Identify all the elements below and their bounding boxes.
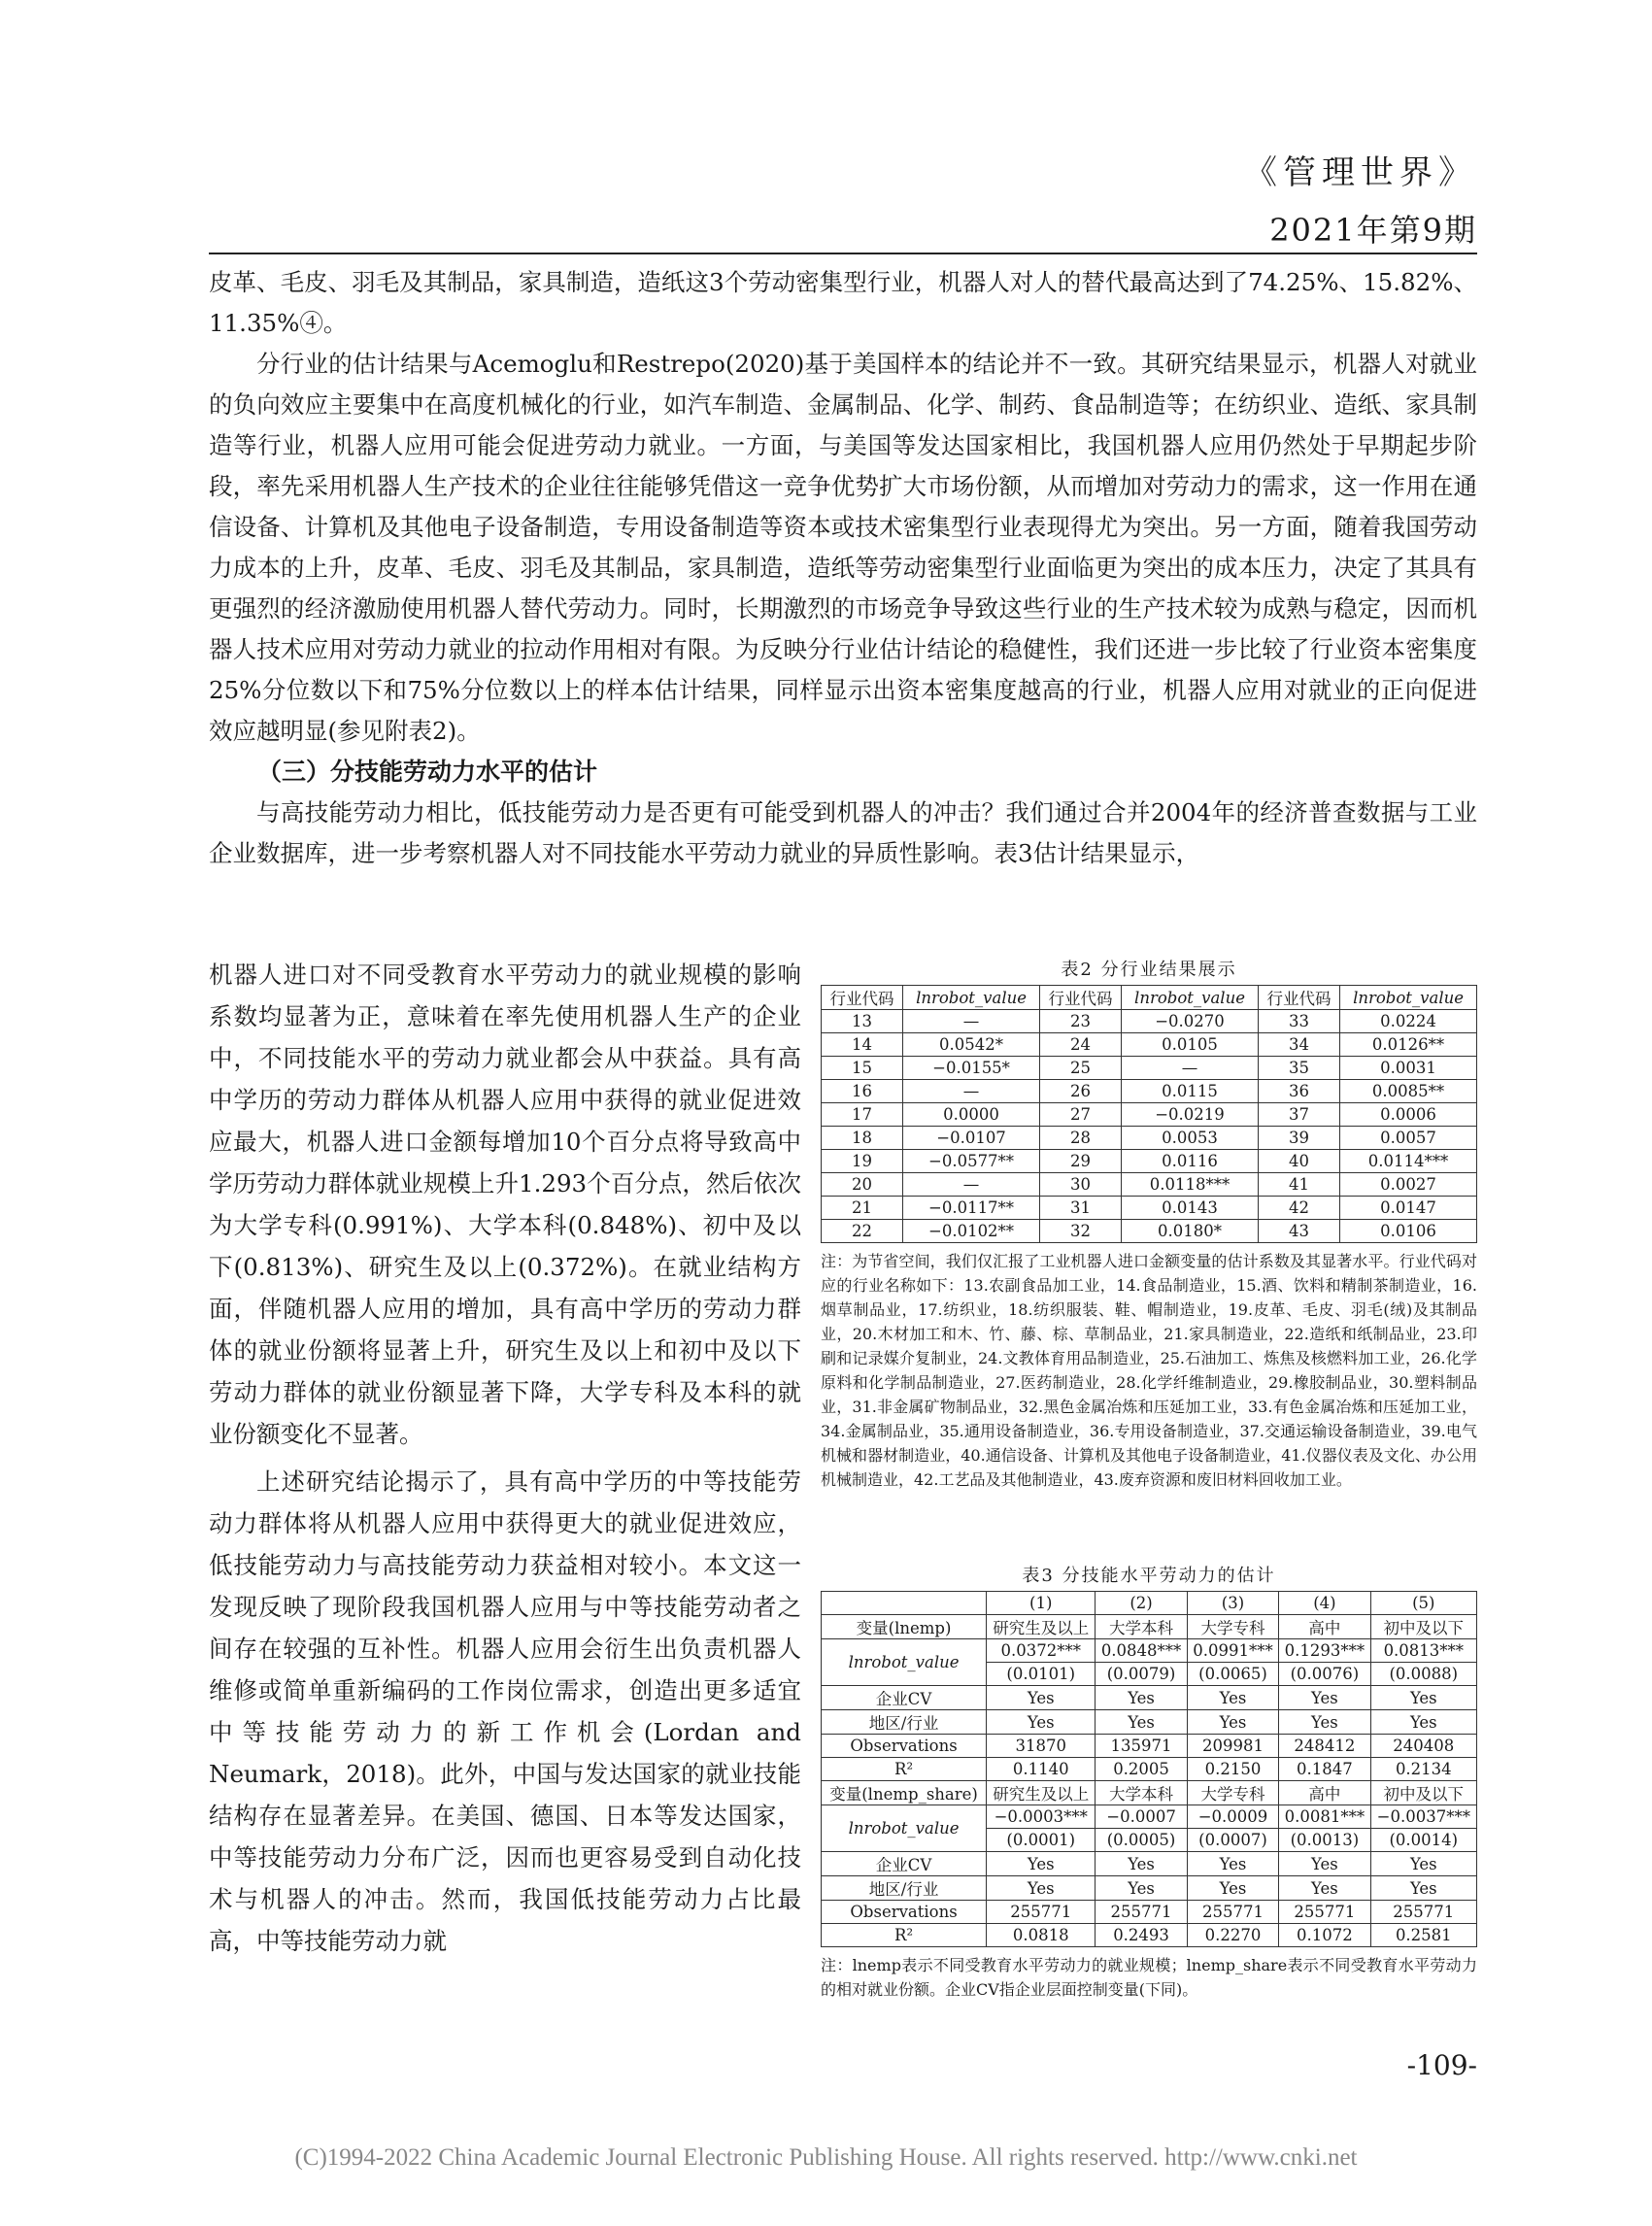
table-cell: 0.2581 [1370, 1924, 1476, 1947]
table-cell: 0.1293*** [1279, 1639, 1370, 1663]
table-cell: 0.2005 [1096, 1758, 1187, 1781]
table-cell: Yes [987, 1876, 1096, 1901]
control-row [822, 1852, 1477, 1876]
row-label: 企业CV [822, 1852, 987, 1876]
table-cell: 0.0143 [1122, 1197, 1259, 1220]
table-cell: 34 [1258, 1033, 1339, 1057]
table-cell: −0.0003*** [987, 1805, 1096, 1829]
paragraph-2: 分行业的估计结果与Acemoglu和Restrepo(2020)基于美国样本的结论并不一致。其研究结果显示，机器人对就业的负向效应主要集中在高度机械化的行业，如汽车制造、金属制品、化学、制药、食品制造等；在纺织业、造纸、家具制造等行业，机器人应用可能会促进劳动力就业。一方面，与美国等发达国家相比，我国机器人应用仍然处于早期起步阶段，率先采用机器人生产技术的企业往往能够凭借这一竞争优势扩大市场份额，从而增加对劳动力的需求，这一作用在通信设备、计算机及其他电子设备制造，专用设备制造等资本或技术密集型行业表现得尤为突出。另一方面，随着我国劳动力成本的上升，皮革、毛皮、羽毛及其制品，家具制造，造纸等劳动密集型行业面临更为突出的成本压力，决定了其具有更强烈的经济激励使用机器人替代劳动力。同时，长期激烈的市场竞争导致这些行业的生产技术较为成熟与稳定，因而机器人技术应用对劳动力就业的拉动作用相对有限。为反映分行业估计结论的稳健性，我们还进一步比较了行业资本密集度25%分位数以下和75%分位数以上的样本估计结果，同样显示出资本密集度越高的行业，机器人应用对就业的正向促进效应越明显(参见附表2)。 [209, 350, 1477, 745]
table-cell: 0.0180* [1122, 1220, 1259, 1243]
row-label: lnrobot_value [822, 1639, 987, 1686]
table-cell: 16 [822, 1080, 903, 1103]
table-2-block [821, 956, 1477, 1492]
table-row [822, 1127, 1477, 1150]
table-2-caption: 表2 分行业结果展示 [1061, 960, 1237, 980]
row-label [822, 1592, 987, 1615]
table-cell: 28 [1039, 1127, 1121, 1150]
row-label: R² [822, 1924, 987, 1947]
body-text-full-width [209, 262, 1477, 874]
table-cell: Yes [1370, 1710, 1476, 1735]
paragraph-4: 机器人进口对不同受教育水平劳动力的就业规模的影响系数均显著为正，意味着在率先使用机器人生产的企业中，不同技能水平的劳动力就业都会从中获益。具有高中学历的劳动力群体从机器人应用中获得的就业促进效应最大，机器人进口金额每增加10个百分点将导致高中学历劳动力群体就业规模上升1.293个百分点，然后依次为大学专科(0.991%)、大学本科(0.848%)、初中及以下(0.813%)、研究生及以上(0.372%)。在就业结构方面，伴随机器人应用的增加，具有高中学历的劳动力群体的就业份额将显著上升，研究生及以上和初中及以下劳动力群体的就业份额显著下降，大学专科及本科的就业份额变化不显著。 [209, 961, 801, 1448]
table-cell: — [903, 1080, 1040, 1103]
table-cell: 高中 [1279, 1781, 1370, 1805]
table-cell: 20 [822, 1173, 903, 1197]
r-squared-row [822, 1758, 1477, 1781]
coefficient-row [822, 1639, 1477, 1663]
table-cell: 0.0106 [1340, 1220, 1477, 1243]
table-cell: −0.0577** [903, 1150, 1040, 1173]
table-cell: 15 [822, 1057, 903, 1080]
table-2 [821, 985, 1477, 1243]
table-cell: −0.0270 [1122, 1010, 1259, 1033]
table-cell: (3) [1187, 1592, 1278, 1615]
row-label: 变量(lnemp_share) [822, 1781, 987, 1805]
table-cell: 135971 [1096, 1735, 1187, 1758]
table-cell: 初中及以下 [1370, 1615, 1476, 1639]
table-cell: 0.0813*** [1370, 1639, 1476, 1663]
table-row [822, 1103, 1477, 1127]
table-cell: Yes [1279, 1876, 1370, 1901]
paragraph-3: 与高技能劳动力相比，低技能劳动力是否更有可能受到机器人的冲击？我们通过合并2004年的经济普查数据与工业企业数据库，进一步考察机器人对不同技能水平劳动力就业的异质性影响。表3估计结果显示， [209, 798, 1477, 867]
table-cell: 23 [1039, 1010, 1121, 1033]
observations-row [822, 1901, 1477, 1924]
table-cell: 大学本科 [1096, 1781, 1187, 1805]
table-cell: 研究生及以上 [987, 1781, 1096, 1805]
table-cell: (5) [1370, 1592, 1476, 1615]
table-cell: (0.0088) [1370, 1663, 1476, 1686]
table-cell: Yes [1370, 1876, 1476, 1901]
table-cell: 13 [822, 1010, 903, 1033]
table-cell: 37 [1258, 1103, 1339, 1127]
table-2-header-row [822, 986, 1477, 1010]
table-cell: 209981 [1187, 1735, 1278, 1758]
table-cell: 0.0027 [1340, 1173, 1477, 1197]
table-3-note: 注：lnemp表示不同受教育水平劳动力的就业规模；lnemp_share表示不同受教育水平劳动力的相对就业份额。企业CV指企业层面控制变量(下同)。 [821, 1956, 1477, 1999]
table-cell: Yes [1096, 1852, 1187, 1876]
page-number: -109- [1406, 2049, 1477, 2081]
header-rule [209, 253, 1477, 254]
table-cell: 21 [822, 1197, 903, 1220]
table-cell: Yes [987, 1686, 1096, 1710]
column-number-row [822, 1592, 1477, 1615]
table-cell: 0.1072 [1279, 1924, 1370, 1947]
table-cell: 42 [1258, 1197, 1339, 1220]
table-cell: (2) [1096, 1592, 1187, 1615]
table-cell: Yes [1187, 1710, 1278, 1735]
table-row [822, 1220, 1477, 1243]
table-cell: 33 [1258, 1010, 1339, 1033]
table-cell: 0.0118*** [1122, 1173, 1259, 1197]
table-cell: −0.0219 [1122, 1103, 1259, 1127]
table-3-body [822, 1592, 1477, 1947]
table-row [822, 1010, 1477, 1033]
table-row [822, 1197, 1477, 1220]
table-cell: 0.0057 [1340, 1127, 1477, 1150]
col-header: 行业代码 [1258, 986, 1339, 1010]
table-3 [821, 1591, 1477, 1947]
table-cell: (0.0101) [987, 1663, 1096, 1686]
table-cell: 研究生及以上 [987, 1615, 1096, 1639]
table-cell: −0.0102** [903, 1220, 1040, 1243]
table-cell: Yes [1096, 1876, 1187, 1901]
row-label: 地区/行业 [822, 1710, 987, 1735]
table-cell: Yes [1096, 1686, 1187, 1710]
col-header: 行业代码 [822, 986, 903, 1010]
issue-label: 2021年第9期 [1269, 212, 1477, 249]
table-row [822, 1173, 1477, 1197]
table-cell: Yes [987, 1852, 1096, 1876]
table-cell: Yes [1279, 1710, 1370, 1735]
table-cell: (0.0076) [1279, 1663, 1370, 1686]
coefficient-row [822, 1805, 1477, 1829]
table-cell: 0.2493 [1096, 1924, 1187, 1947]
dependent-variable-row [822, 1615, 1477, 1639]
table-cell: 248412 [1279, 1735, 1370, 1758]
table-cell: (0.0079) [1096, 1663, 1187, 1686]
table-cell: 40 [1258, 1150, 1339, 1173]
table-cell: 26 [1039, 1080, 1121, 1103]
table-cell: 0.0053 [1122, 1127, 1259, 1150]
paragraph-1: 皮革、毛皮、羽毛及其制品，家具制造，造纸这3个劳动密集型行业，机器人对人的替代最高达到了74.25%、15.82%、11.35%④。 [209, 268, 1477, 337]
table-cell: 240408 [1370, 1735, 1476, 1758]
table-cell: −0.0009 [1187, 1805, 1278, 1829]
table-2-body [822, 1010, 1477, 1243]
section-heading: （三）分技能劳动力水平的估计 [257, 758, 598, 786]
table-cell: 255771 [987, 1901, 1096, 1924]
row-label: Observations [822, 1735, 987, 1758]
row-label: 企业CV [822, 1686, 987, 1710]
table-cell: 35 [1258, 1057, 1339, 1080]
table-cell: 0.0818 [987, 1924, 1096, 1947]
table-cell: (0.0007) [1187, 1829, 1278, 1852]
dependent-variable-row [822, 1781, 1477, 1805]
table-3-block [821, 1562, 1477, 2002]
col-header: lnrobot_value [1122, 986, 1259, 1010]
row-label: Observations [822, 1901, 987, 1924]
table-cell: (1) [987, 1592, 1096, 1615]
table-cell: Yes [1187, 1876, 1278, 1901]
table-cell: — [903, 1010, 1040, 1033]
table-cell: −0.0155* [903, 1057, 1040, 1080]
table-cell: 18 [822, 1127, 903, 1150]
row-label: lnrobot_value [822, 1805, 987, 1852]
table-cell: 0.1847 [1279, 1758, 1370, 1781]
table-cell: 0.2270 [1187, 1924, 1278, 1947]
table-cell: 0.0116 [1122, 1150, 1259, 1173]
fixed-effect-row [822, 1710, 1477, 1735]
table-cell: 39 [1258, 1127, 1339, 1150]
journal-title: 《管理世界》 [1244, 153, 1477, 192]
table-cell: (0.0013) [1279, 1829, 1370, 1852]
table-row [822, 1033, 1477, 1057]
table-cell: 0.0085** [1340, 1080, 1477, 1103]
table-cell: 0.0848*** [1096, 1639, 1187, 1663]
col-header: lnrobot_value [1340, 986, 1477, 1010]
table-cell: Yes [1370, 1686, 1476, 1710]
table-cell: 19 [822, 1150, 903, 1173]
table-cell: 0.0031 [1340, 1057, 1477, 1080]
table-cell: 大学专科 [1187, 1615, 1278, 1639]
table-cell: −0.0037*** [1370, 1805, 1476, 1829]
table-cell: 14 [822, 1033, 903, 1057]
table-cell: 0.0126** [1340, 1033, 1477, 1057]
row-label: R² [822, 1758, 987, 1781]
table-cell: Yes [1370, 1852, 1476, 1876]
paragraph-5: 上述研究结论揭示了，具有高中学历的中等技能劳动力群体将从机器人应用中获得更大的就业促进效应，低技能劳动力与高技能劳动力获益相对较小。本文这一发现反映了现阶段我国机器人应用与中等技能劳动者之间存在较强的互补性。机器人应用会衍生出负责机器人维修或简单重新编码的工作岗位需求，创造出更多适宜中等技能劳动力的新工作机会(Lordan and Neumark，2018)。此外，中国与发达国家的就业技能结构存在显著差异。在美国、德国、日本等发达国家，中等技能劳动力分布广泛，因而也更容易受到自动化技术与机器人的冲击。然而，我国低技能劳动力占比最高，中等技能劳动力就 [209, 1467, 801, 1955]
row-label: 地区/行业 [822, 1876, 987, 1901]
row-label: 变量(lnemp) [822, 1615, 987, 1639]
table-row [822, 1150, 1477, 1173]
table-cell: (0.0065) [1187, 1663, 1278, 1686]
table-cell: 43 [1258, 1220, 1339, 1243]
table-cell: 0.0147 [1340, 1197, 1477, 1220]
table-cell: 0.0006 [1340, 1103, 1477, 1127]
table-cell: 31 [1039, 1197, 1121, 1220]
table-cell: 17 [822, 1103, 903, 1127]
table-cell: 32 [1039, 1220, 1121, 1243]
table-cell: 0.1140 [987, 1758, 1096, 1781]
table-row [822, 1080, 1477, 1103]
table-cell: 0.0081*** [1279, 1805, 1370, 1829]
table-cell: 大学专科 [1187, 1781, 1278, 1805]
table-cell: 255771 [1279, 1901, 1370, 1924]
table-cell: Yes [1096, 1710, 1187, 1735]
table-2-note: 注：为节省空间，我们仅汇报了工业机器人进口金额变量的估计系数及其显著水平。行业代码对应的行业名称如下：13.农副食品加工业，14.食品制造业，15.酒、饮料和精制茶制造业，16.烟草制品业，17.纺织业，18.纺织服装、鞋、帽制造业，19.皮革、毛皮、羽毛(绒)及其制品业，20.木材加工和木、竹、藤、棕、草制品业，21.家具制造业，22.造纸和纸制品业，23.印刷和记录媒介复制业，24.文教体育用品制造业，25.石油加工、炼焦及核燃料加工业，26.化学原料和化学制品制造业，27.医药制造业，28.化学纤维制造业，29.橡胶制品业，30.塑料制品业，31.非金属矿物制品业，32.黑色金属冶炼和压延加工业，33.有色金属冶炼和压延加工业，34.金属制品业，35.通用设备制造业，36.专用设备制造业，37.交通运输设备制造业，39.电气机械和器材制造业，40.通信设备、计算机及其他电子设备制造业，41.仪器仪表及文化、办公用机械制造业，42.工艺品及其他制造业，43.废弃资源和废旧材料回收加工业。 [821, 1252, 1477, 1489]
table-cell: 255771 [1096, 1901, 1187, 1924]
table-cell: 0.0114*** [1340, 1150, 1477, 1173]
table-cell: Yes [1279, 1686, 1370, 1710]
table-cell: 0.0542* [903, 1033, 1040, 1057]
table-cell: 30 [1039, 1173, 1121, 1197]
table-cell: 高中 [1279, 1615, 1370, 1639]
left-column-text [209, 954, 801, 1962]
table-row [822, 1057, 1477, 1080]
table-cell: (0.0001) [987, 1829, 1096, 1852]
table-cell: −0.0107 [903, 1127, 1040, 1150]
table-cell: (0.0014) [1370, 1829, 1476, 1852]
table-cell: (0.0005) [1096, 1829, 1187, 1852]
table-cell: 27 [1039, 1103, 1121, 1127]
table-cell: 41 [1258, 1173, 1339, 1197]
table-cell: 0.2150 [1187, 1758, 1278, 1781]
table-cell: 0.0105 [1122, 1033, 1259, 1057]
table-cell: −0.0007 [1096, 1805, 1187, 1829]
table-cell: 255771 [1187, 1901, 1278, 1924]
table-cell: 0.0000 [903, 1103, 1040, 1127]
table-cell: Yes [1187, 1852, 1278, 1876]
table-cell: 初中及以下 [1370, 1781, 1476, 1805]
table-cell: 大学本科 [1096, 1615, 1187, 1639]
table-cell: 24 [1039, 1033, 1121, 1057]
table-cell: 255771 [1370, 1901, 1476, 1924]
table-cell: 0.2134 [1370, 1758, 1476, 1781]
table-cell: 0.0372*** [987, 1639, 1096, 1663]
table-cell: 22 [822, 1220, 903, 1243]
table-cell: (4) [1279, 1592, 1370, 1615]
table-cell: 0.0115 [1122, 1080, 1259, 1103]
table-cell: 36 [1258, 1080, 1339, 1103]
table-cell: −0.0117** [903, 1197, 1040, 1220]
copyright-footer: (C)1994-2022 China Academic Journal Electronic Publishing House. All rights reserved. http://www.cnki.net [294, 2144, 1358, 2171]
col-header: lnrobot_value [903, 986, 1040, 1010]
control-row [822, 1686, 1477, 1710]
table-cell: 31870 [987, 1735, 1096, 1758]
table-cell: 0.0991*** [1187, 1639, 1278, 1663]
table-cell: 29 [1039, 1150, 1121, 1173]
table-cell: Yes [1187, 1686, 1278, 1710]
observations-row [822, 1735, 1477, 1758]
table-cell: — [903, 1173, 1040, 1197]
table-cell: Yes [987, 1710, 1096, 1735]
table-cell: 25 [1039, 1057, 1121, 1080]
table-cell: 0.0224 [1340, 1010, 1477, 1033]
fixed-effect-row [822, 1876, 1477, 1901]
table-cell: — [1122, 1057, 1259, 1080]
col-header: 行业代码 [1039, 986, 1121, 1010]
table-3-caption: 表3 分技能水平劳动力的估计 [1022, 1566, 1276, 1586]
table-cell: Yes [1279, 1852, 1370, 1876]
r-squared-row [822, 1924, 1477, 1947]
